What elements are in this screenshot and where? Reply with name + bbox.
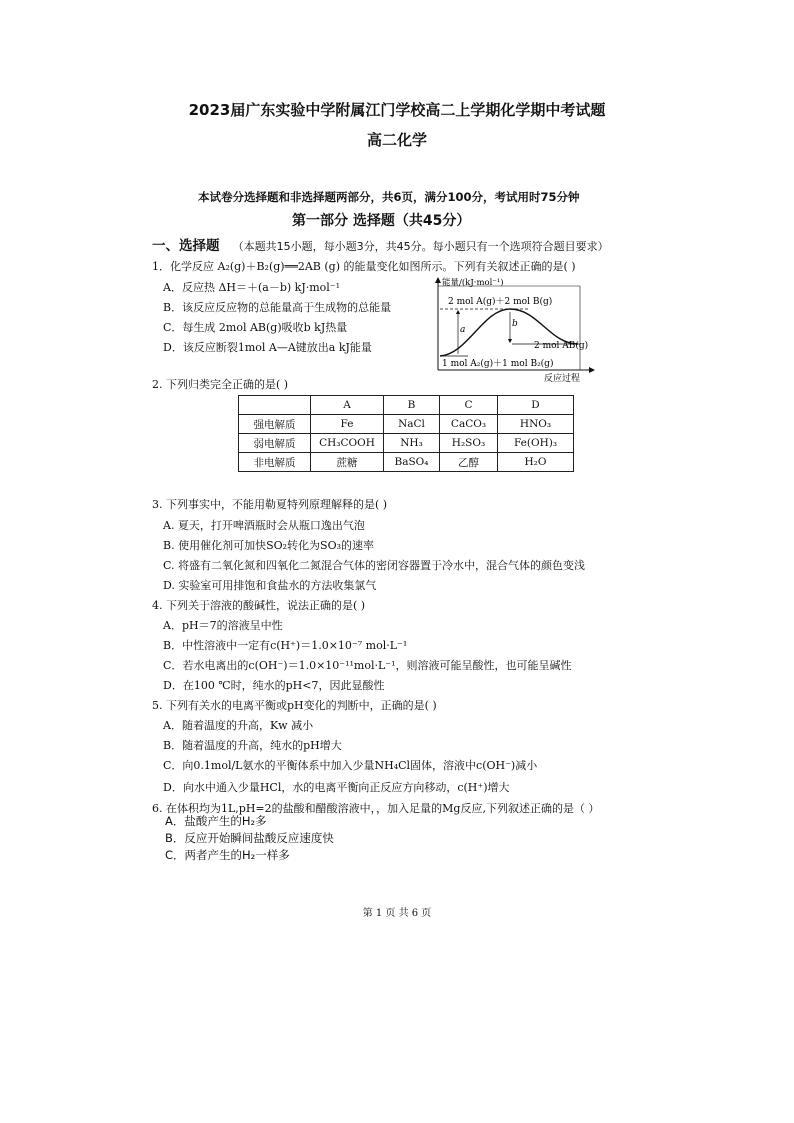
- question-1-stem: 1．化学反应 A₂(g)＋B₂(g)══2AB (g) 的能量变化如图所示。下列有关叙述正确的是( ): [152, 260, 576, 273]
- table-cell: A: [311, 396, 384, 415]
- table-cell: C: [440, 396, 498, 415]
- question-5-option-d: D．向水中通入少量HCl，水的电离平衡向正反应方向移动，c(H⁺)增大: [163, 781, 510, 794]
- question-3-option-a: A. 夏天，打开啤酒瓶时会从瓶口逸出气泡: [163, 519, 365, 532]
- question-4-stem: 4. 下列关于溶液的酸碱性，说法正确的是( ): [152, 599, 366, 612]
- table-cell: Fe(OH)₃: [498, 434, 574, 453]
- table-cell: NaCl: [384, 415, 440, 434]
- energy-diagram: [428, 276, 600, 384]
- table-cell: CaCO₃: [440, 415, 498, 434]
- question-1-option-b: B．该反应反应物的总能量高于生成物的总能量: [163, 301, 392, 314]
- table-cell: H₂SO₃: [440, 434, 498, 453]
- table-cell: 弱电解质: [239, 434, 311, 453]
- section-heading: 一、选择题: [152, 238, 220, 254]
- part-title: 第一部分 选择题（共45分）: [292, 213, 471, 229]
- question-4-option-b: B．中性溶液中一定有c(H⁺)＝1.0×10⁻⁷ mol·L⁻¹: [163, 639, 408, 652]
- table-cell: HNO₃: [498, 415, 574, 434]
- reactant-state-label: 1 mol A₂(g)＋1 mol B₂(g): [442, 359, 554, 369]
- section-note: （本题共15小题，每小题3分，共45分。每小题只有一个选项符合题目要求）: [232, 240, 609, 253]
- y-axis-label: 能量/(kJ·mol⁻¹): [442, 278, 504, 288]
- question-5-option-b: B．随着温度的升高，纯水的pH增大: [163, 739, 342, 752]
- question-6-stem: 6. 在体积均为1L,pH=2的盐酸和醋酸溶液中，，加入足量的Mg反应,下列叙述正确的是（ ）: [152, 802, 600, 815]
- top-state-label: 2 mol A(g)＋2 mol B(g): [448, 297, 553, 307]
- table-row: [239, 415, 574, 434]
- question-4-option-d: D．在100 ℃时，纯水的pH<7，因此显酸性: [163, 679, 385, 692]
- question-4-option-a: A．pH＝7的溶液呈中性: [163, 619, 283, 632]
- exam-title: 2023届广东实验中学附属江门学校高二上学期化学期中考试题: [188, 101, 606, 119]
- question-3-stem: 3. 下列事实中，不能用勒夏特列原理解释的是( ): [152, 498, 388, 511]
- table-cell: B: [384, 396, 440, 415]
- classification-table: [238, 395, 574, 472]
- question-3-option-c: C. 将盛有二氧化氮和四氧化二氮混合气体的密闭容器置于冷水中，混合气体的颜色变浅: [163, 559, 586, 572]
- table-cell: 强电解质: [239, 415, 311, 434]
- page-footer: 第 1 页 共 6 页: [362, 908, 432, 919]
- table-cell: BaSO₄: [384, 453, 440, 472]
- question-3-option-d: D. 实验室可用排饱和食盐水的方法收集氯气: [163, 579, 377, 592]
- question-5-option-c: C．向0.1mol/L氨水的平衡体系中加入少量NH₄Cl固体，溶液中c(OH⁻)减小: [163, 759, 538, 772]
- question-5-stem: 5. 下列有关水的电离平衡或pH变化的判断中，正确的是( ): [152, 699, 437, 712]
- question-1-option-d: D．该反应断裂1mol A—A键放出a kJ能量: [163, 341, 372, 354]
- table-header-row: [239, 396, 574, 415]
- table-cell: 乙醇: [440, 453, 498, 472]
- question-2-stem: 2. 下列归类完全正确的是( ): [152, 378, 289, 391]
- table-cell: D: [498, 396, 574, 415]
- question-6-option-a: A．盐酸产生的H₂多: [165, 814, 267, 828]
- label-b: b: [512, 319, 518, 329]
- question-4-option-c: C．若水电离出的c(OH⁻)＝1.0×10⁻¹¹mol·L⁻¹，则溶液可能呈酸性，也可能呈碱性: [163, 659, 572, 672]
- table-cell: NH₃: [384, 434, 440, 453]
- product-state-label: 2 mol AB(g): [534, 341, 589, 351]
- question-1-option-a: A．反应热 ΔH＝＋(a－b) kJ·mol⁻¹: [163, 281, 341, 294]
- table-cell: 蔗糖: [311, 453, 384, 472]
- table-row: [239, 434, 574, 453]
- x-axis-label: 反应过程: [544, 374, 581, 384]
- table-cell: CH₃COOH: [311, 434, 384, 453]
- table-cell: H₂O: [498, 453, 574, 472]
- section-heading-row: [152, 234, 609, 254]
- table-cell: Fe: [311, 415, 384, 434]
- table-cell: [239, 396, 311, 415]
- table-cell: 非电解质: [239, 453, 311, 472]
- exam-intro: 本试卷分选择题和非选择题两部分，共6页，满分100分，考试用时75分钟: [198, 190, 580, 204]
- question-5-option-a: A．随着温度的升高，Kw 减小: [163, 719, 314, 732]
- question-6-option-b: B．反应开始瞬间盐酸反应速度快: [165, 831, 334, 845]
- table-row: [239, 453, 574, 472]
- question-1-option-c: C．每生成 2mol AB(g)吸收b kJ热量: [163, 321, 348, 334]
- label-a: a: [460, 325, 466, 335]
- question-6-option-c: C．两者产生的H₂一样多: [165, 848, 290, 862]
- question-3-option-b: B. 使用催化剂可加快SO₂转化为SO₃的速率: [163, 539, 375, 552]
- subject-title: 高二化学: [366, 131, 427, 149]
